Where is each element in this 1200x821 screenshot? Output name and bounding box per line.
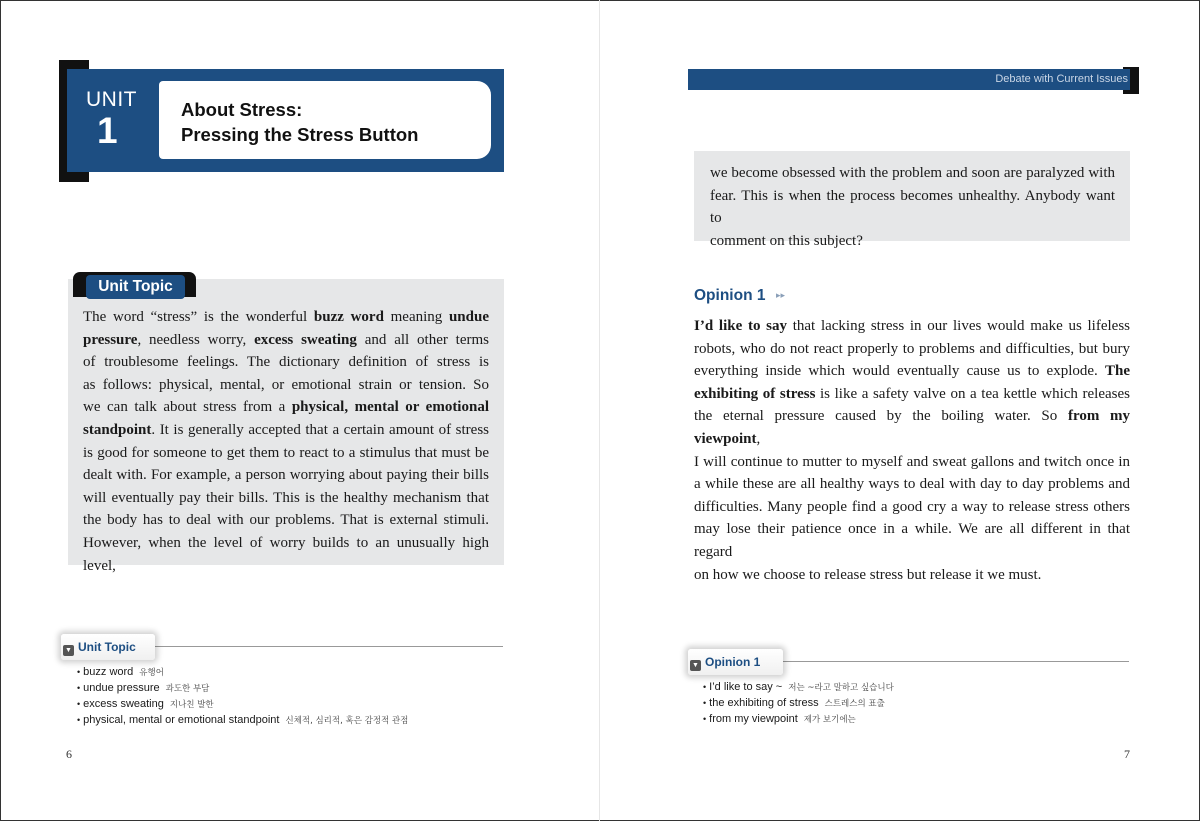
vocab-divider: [770, 661, 1129, 662]
bold-phrase: physical, mental or emotional: [291, 399, 489, 416]
vocab-item: [703, 680, 894, 696]
text-line: [694, 451, 1130, 474]
bold-phrase: exhibiting of stress: [694, 385, 816, 402]
text-run: the body has to deal with our problems. That is external stimuli.: [83, 512, 489, 529]
text-line: [694, 360, 1130, 383]
unit-title-line: About Stress:: [181, 99, 303, 120]
text-run: dealt with. For example, a person worrying about paying their bills: [83, 467, 489, 484]
running-header-text: Debate with Current Issues: [995, 73, 1128, 85]
text-line: [83, 306, 489, 329]
continuation-text: [710, 162, 1115, 252]
text-line: [710, 185, 1115, 230]
text-run: the eternal pressure caused by the boiling water. So: [694, 408, 1068, 425]
bullet-icon: •: [703, 682, 707, 692]
text-line: [694, 338, 1130, 361]
text-run: The word “stress” is the wonderful: [83, 309, 314, 325]
vocab-tag-label: Unit Topic: [78, 640, 136, 654]
vocab-item: [77, 665, 408, 681]
bold-phrase: pressure: [83, 331, 138, 348]
text-line: [83, 396, 489, 419]
vocab-term: I’d like to say ~: [709, 681, 783, 693]
vocab-translation: 스트레스의 표출: [824, 699, 885, 709]
text-run: that lacking stress in our lives would make us lifeless: [787, 318, 1131, 334]
text-line: [694, 496, 1130, 519]
vocab-translation: 저는 ~라고 말하고 싶습니다: [788, 683, 894, 693]
vocab-term: physical, mental or emotional standpoint: [83, 714, 280, 726]
text-run: everything inside which would eventually cause us to explode.: [694, 363, 1105, 380]
text-run: , needless worry,: [137, 331, 255, 348]
vocab-term: buzz word: [83, 666, 134, 678]
triangle-down-icon: ▼: [690, 660, 701, 671]
text-run: meaning: [383, 309, 449, 325]
text-line: [83, 532, 489, 577]
vocab-item: [77, 713, 408, 729]
text-run: on how we choose to release stress but release it we must.: [694, 566, 1042, 583]
vocab-item: [703, 712, 894, 728]
unit-label: UNIT: [86, 88, 137, 111]
vocab-term: excess sweating: [83, 698, 164, 710]
unit-topic-text: [83, 306, 489, 577]
text-run: we can talk about stress from a: [83, 399, 292, 416]
text-run: of troublesome feelings. The dictionary definition of stress is: [83, 354, 489, 371]
bold-phrase: buzz word: [313, 309, 384, 325]
page-number-left: 6: [66, 747, 72, 761]
bullet-icon: •: [77, 699, 81, 709]
text-line: [83, 487, 489, 510]
text-run: . It is generally accepted that a certain amount of stress: [151, 421, 489, 438]
triangle-down-icon: ▼: [63, 645, 74, 656]
opinion-heading: Opinion 1: [694, 287, 766, 304]
text-run: a while these are all healthy ways to deal with day to day problems and: [694, 476, 1130, 493]
text-run: may lose their patience once in a while. We are all different in that regard: [694, 521, 1130, 560]
text-line: [710, 162, 1115, 185]
vocab-tag-label: Opinion 1: [705, 655, 761, 669]
vocab-term: undue pressure: [83, 682, 160, 694]
page-gutter: [599, 0, 600, 821]
vocab-translation: 과도한 부담: [165, 684, 210, 694]
bullet-icon: •: [77, 715, 81, 725]
text-run: comment on this subject?: [710, 232, 863, 249]
bullet-icon: •: [77, 683, 81, 693]
double-arrow-icon: ▸▸: [776, 291, 786, 301]
vocab-item: [77, 681, 408, 697]
text-run: However, when the level of worry builds to an unusually high level,: [83, 534, 489, 574]
vocab-term: from my viewpoint: [709, 713, 798, 725]
text-line: [83, 419, 489, 442]
bold-phrase: The: [1104, 363, 1130, 380]
text-line: [83, 329, 489, 352]
text-run: difficulties. Many people find a good cry a way to release stress others: [694, 498, 1130, 515]
text-run: as follows: physical, mental, or emotional strain or tension. So: [83, 376, 489, 393]
unit-title-line: Pressing the Stress Button: [181, 124, 419, 145]
unit-number: 1: [97, 110, 118, 151]
text-run: will eventually pay their bills. This is the healthy mechanism that: [83, 489, 489, 506]
page-number-right: 7: [1124, 747, 1130, 761]
vocab-item: [703, 696, 894, 712]
text-run: and all other terms: [356, 331, 489, 348]
text-line: [694, 383, 1130, 406]
text-line: [83, 464, 489, 487]
bold-phrase: from my viewpoint: [694, 408, 1131, 447]
vocab-translation: 신체적, 심리적, 혹은 감정적 관점: [285, 716, 409, 726]
text-line: [694, 473, 1130, 496]
vocab-list-left: [77, 665, 408, 729]
text-run: robots, who do not react properly to problems and difficulties, but bury: [694, 340, 1130, 357]
text-run: is like a safety valve on a tea kettle which releases: [815, 385, 1130, 402]
text-run: ,: [756, 430, 761, 447]
bold-phrase: standpoint: [83, 421, 152, 438]
text-line: [83, 509, 489, 532]
vocab-term: the exhibiting of stress: [709, 697, 819, 709]
text-line: [83, 442, 489, 465]
bold-phrase: I’d like to say: [694, 318, 788, 334]
vocab-tag-unit-topic: [61, 634, 155, 660]
bold-phrase: excess sweating: [254, 331, 357, 348]
vocab-tag-opinion: [688, 649, 783, 675]
vocab-translation: 지나친 발한: [169, 700, 214, 710]
unit-topic-tab: Unit Topic: [86, 275, 185, 299]
bold-phrase: undue: [448, 309, 489, 325]
text-line: [83, 351, 489, 374]
text-line: [694, 315, 1130, 338]
unit-title: [181, 97, 418, 147]
vocab-item: [77, 697, 408, 713]
vocab-translation: 제가 보기에는: [803, 715, 856, 725]
text-run: we become obsessed with the problem and soon are paralyzed with: [710, 165, 1115, 181]
text-line: [694, 518, 1130, 563]
text-line: [694, 405, 1130, 450]
text-line: [710, 230, 1115, 253]
vocab-list-right: [703, 680, 894, 728]
text-line: [694, 564, 1130, 587]
text-run: I will continue to mutter to myself and sweat gallons and twitch once in: [694, 453, 1130, 470]
opinion-text: [694, 315, 1130, 586]
vocab-divider: [150, 646, 503, 647]
bullet-icon: •: [77, 667, 81, 677]
text-line: [83, 374, 489, 397]
bullet-icon: •: [703, 698, 707, 708]
text-run: fear. This is when the process becomes unhealthy. Anybody want to: [710, 187, 1115, 227]
bullet-icon: •: [703, 714, 707, 724]
vocab-translation: 유행어: [139, 668, 164, 678]
text-run: is good for someone to get them to react to a stimulus that must be: [83, 444, 489, 461]
